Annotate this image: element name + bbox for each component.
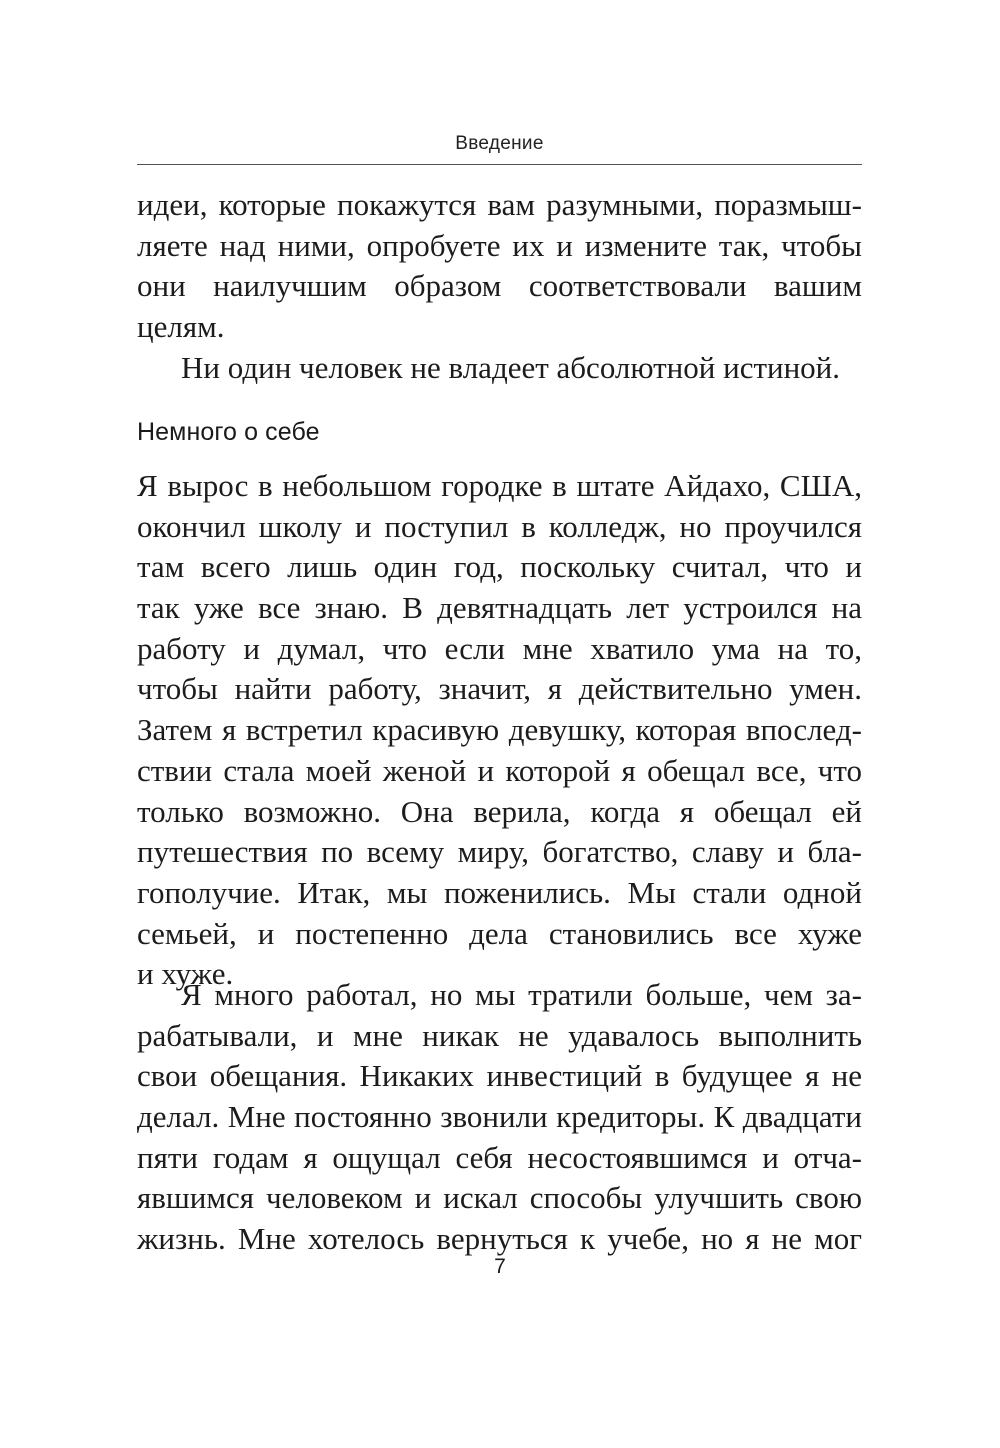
- text-line: явшимся человеком и искал способы улучшить свою: [137, 1180, 862, 1216]
- header-divider: [137, 164, 862, 165]
- text-line: путешествия по всему миру, богатство, славу и бла-: [137, 834, 862, 870]
- text-line: Я вырос в небольшом городке в штате Айдахо, США,: [137, 468, 862, 503]
- section-heading: Немного о себе: [137, 418, 320, 446]
- page-number: 7: [494, 1255, 506, 1278]
- text-line: идеи, которые покажутся вам разумными, поразмыш-: [137, 187, 862, 222]
- text-line: работу и думал, что если мне хватило ума на то,: [137, 630, 862, 666]
- text-line: окончил школу и поступил в колледж, но проучился: [137, 508, 862, 544]
- text-line: гополучие. Итак, мы поженились. Мы стали одной: [137, 874, 862, 910]
- paragraph-2: [137, 975, 862, 1260]
- text-line: там всего лишь один год, поскольку считал, что и: [137, 549, 862, 585]
- text-line: Затем я встретил красивую девушку, которая впослед-: [137, 712, 862, 748]
- text-line: делал. Мне постоянно звонили кредиторы. К двадцати: [137, 1099, 862, 1135]
- text-line: семьей, и постепенно дела становились все хуже: [137, 915, 862, 951]
- running-head-title: Введение: [455, 133, 544, 154]
- text-line: Ни один человек не владеет абсолютной истиной.: [181, 349, 841, 385]
- text-line: они наилучшим образом соответствовали вашим: [137, 268, 862, 304]
- text-line: чтобы найти работу, значит, я действительно умен.: [137, 671, 862, 707]
- text-line: рабатывали, и мне никак не удавалось выполнить: [137, 1017, 862, 1053]
- text-line: жизнь. Мне хотелось вернуться к учебе, но я не мог: [137, 1221, 862, 1257]
- text-line: ляете над ними, опробуете их и измените так, чтобы: [137, 227, 862, 263]
- text-line: целям.: [137, 309, 225, 345]
- text-line: пяти годам я ощущал себя несостоявшимся и отча-: [137, 1139, 862, 1175]
- text-line: и хуже.: [137, 956, 234, 992]
- intro-text: [137, 185, 862, 388]
- paragraph-1: [137, 466, 862, 995]
- text-line: Я много работал, но мы тратили больше, чем за-: [181, 977, 862, 1012]
- text-line: свои обещания. Никаких инвестиций в будущее я не: [137, 1058, 862, 1094]
- text-line: так уже все знаю. В девятнадцать лет устроился на: [137, 590, 862, 626]
- text-line: только возможно. Она верила, когда я обещал ей: [137, 793, 862, 829]
- text-line: ствии стала моей женой и которой я обещал все, что: [137, 752, 862, 788]
